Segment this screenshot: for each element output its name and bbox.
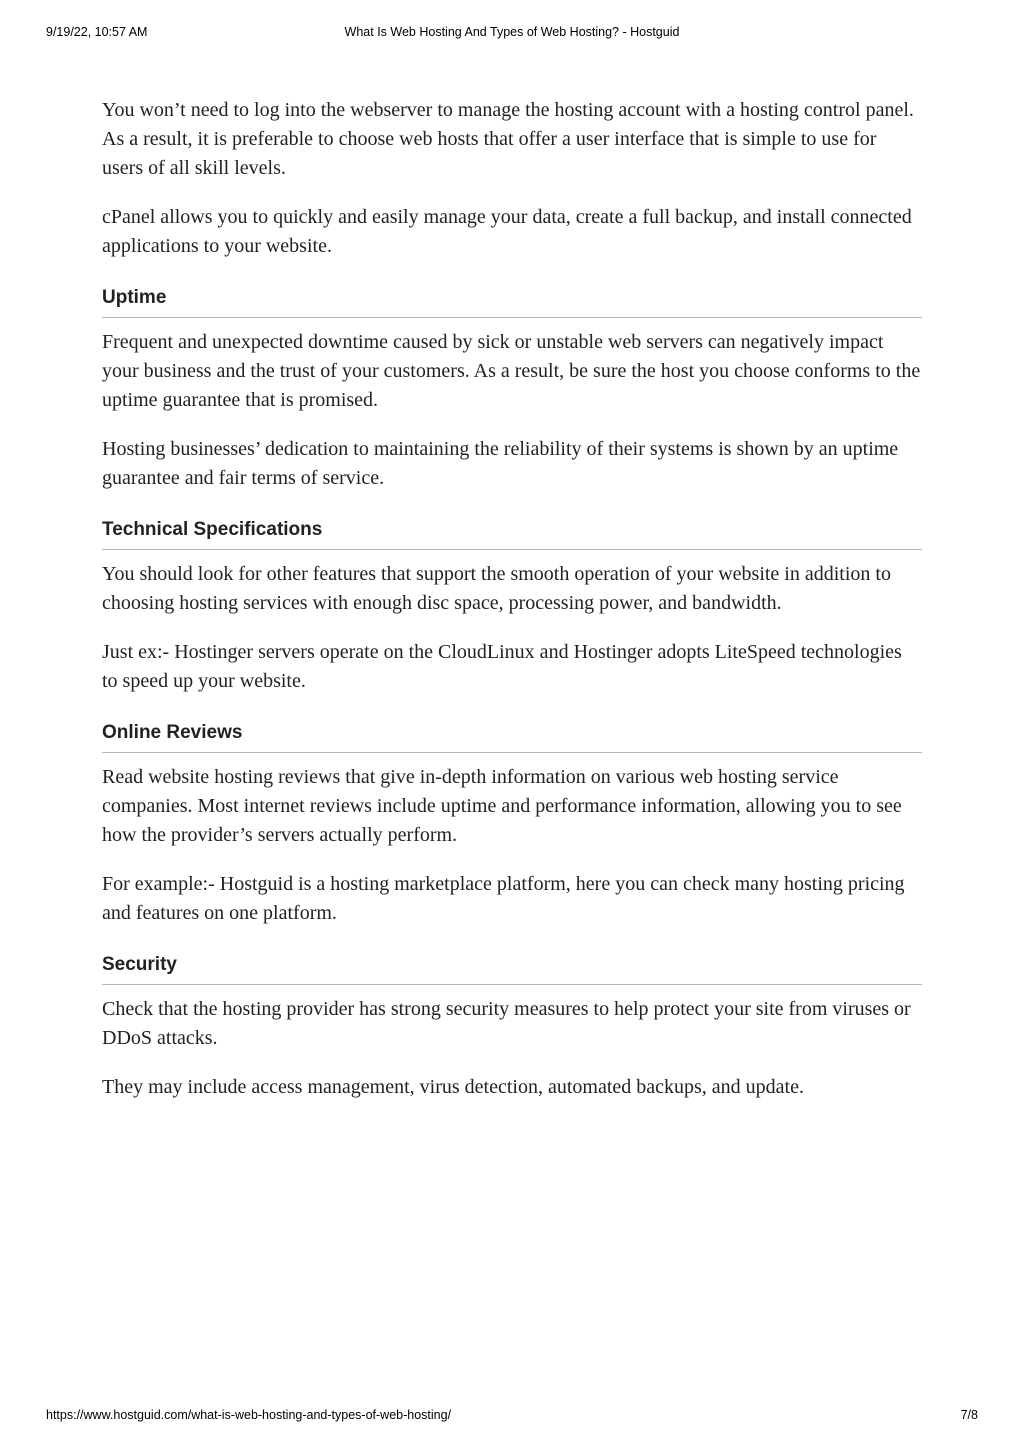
section-heading-online-reviews: Online Reviews bbox=[102, 716, 922, 753]
section-paragraph: Read website hosting reviews that give in-depth information on various web hosting service companies. Most internet reviews include uptime and performance information, allowing you to see how the provider’s servers actually perform. bbox=[102, 766, 902, 846]
section-paragraph: Just ex:- Hostinger servers operate on the CloudLinux and Hostinger adopts LiteSpeed technologies to speed up your website. bbox=[102, 641, 902, 692]
print-datetime: 9/19/22, 10:57 AM bbox=[46, 25, 148, 39]
section-paragraph: They may include access management, virus detection, automated backups, and update. bbox=[102, 1076, 804, 1098]
print-page-title: What Is Web Hosting And Types of Web Hosting? - Hostguid bbox=[344, 25, 680, 39]
section-heading-technical-specifications: Technical Specifications bbox=[102, 513, 922, 550]
intro-paragraph: cPanel allows you to quickly and easily manage your data, create a full backup, and install connected applications to your website. bbox=[102, 206, 912, 257]
intro-paragraph: You won’t need to log into the webserver to manage the hosting account with a hosting control panel. As a result, it is preferable to choose web hosts that offer a user interface that is simple to use for users of all skill levels. bbox=[102, 99, 914, 179]
section-paragraph: Hosting businesses’ dedication to maintaining the reliability of their systems is shown by an uptime guarantee and fair terms of service. bbox=[102, 438, 899, 489]
article-content bbox=[102, 96, 922, 1122]
section-heading-security: Security bbox=[102, 948, 922, 985]
print-page-url: https://www.hostguid.com/what-is-web-hosting-and-types-of-web-hosting/ bbox=[46, 1408, 452, 1422]
section-heading-uptime: Uptime bbox=[102, 281, 922, 318]
section-paragraph: For example:- Hostguid is a hosting marketplace platform, here you can check many hosting pricing and features on one platform. bbox=[102, 873, 905, 924]
section-paragraph: Frequent and unexpected downtime caused by sick or unstable web servers can negatively impact your business and the trust of your customers. As a result, be sure the host you choose conforms to the uptime guarantee that is promised. bbox=[102, 331, 921, 411]
print-page-number: 7/8 bbox=[960, 1408, 978, 1422]
section-paragraph: Check that the hosting provider has strong security measures to help protect your site from viruses or DDoS attacks. bbox=[102, 998, 911, 1049]
section-paragraph: You should look for other features that support the smooth operation of your website in addition to choosing hosting services with enough disc space, processing power, and bandwidth. bbox=[102, 563, 891, 614]
print-header bbox=[46, 25, 978, 41]
print-footer bbox=[46, 1408, 978, 1424]
